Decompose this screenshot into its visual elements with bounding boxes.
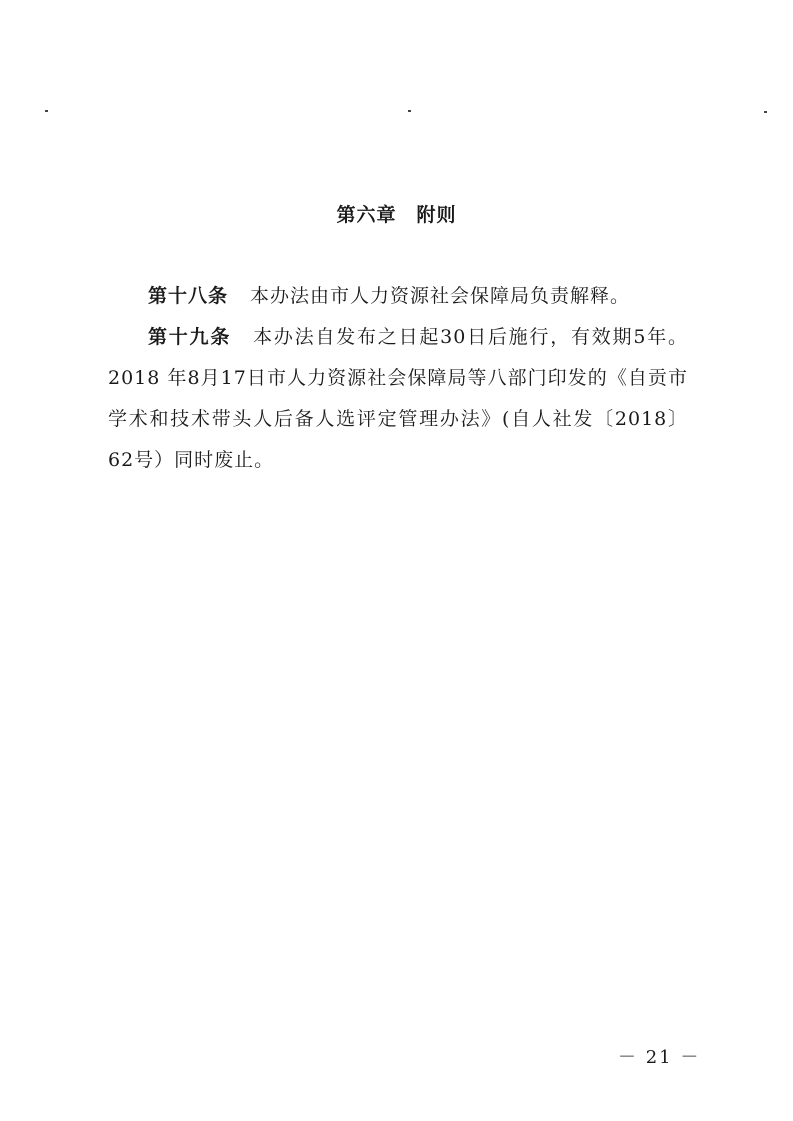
article-text: 本办法自发布之日起30日后施行，有效期5年。2018 年8月17日市人力资源社会保障局等八部门印发的《自贡市学术和技术带头人后备人选评定管理办法》(自人社发〔2018〕62号）同时废止。 (108, 326, 688, 471)
article-label: 第十八条 (148, 285, 229, 307)
article-19 (108, 317, 688, 481)
scan-speck (45, 110, 48, 112)
chapter-title: 第六章 附则 (336, 204, 457, 226)
scan-speck (408, 110, 411, 112)
page-number: － 21 － (618, 1047, 701, 1068)
article-text: 本办法由市人力资源社会保障局负责解释。 (250, 285, 631, 307)
article-label: 第十九条 (148, 326, 232, 348)
document-body (108, 276, 688, 481)
scan-speck (764, 111, 767, 113)
article-18 (108, 276, 688, 317)
